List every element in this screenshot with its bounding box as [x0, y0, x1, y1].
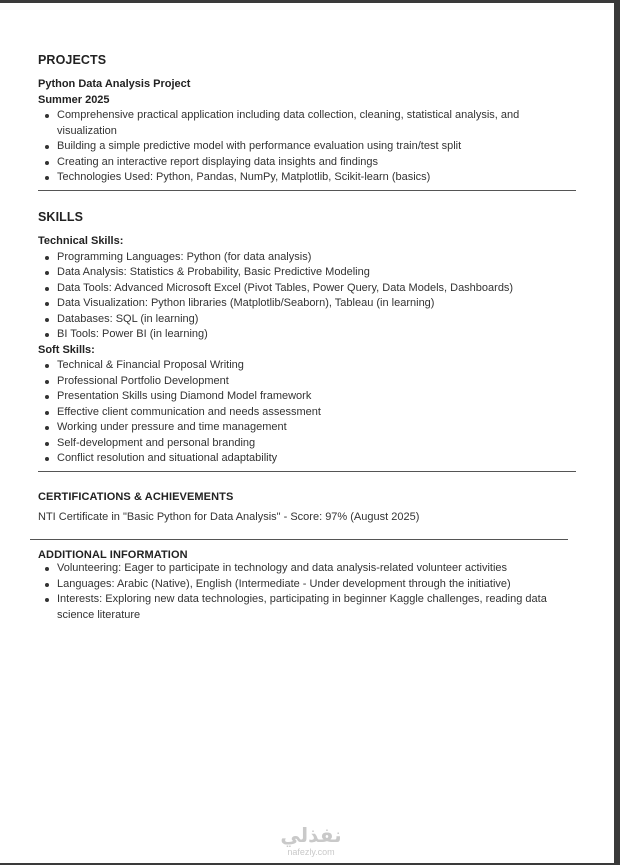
additional-heading: ADDITIONAL INFORMATION — [38, 549, 188, 561]
list-item: Technologies Used: Python, Pandas, NumPy, Matplotlib, Scikit-learn (basics) — [38, 170, 576, 186]
projects-heading: PROJECTS — [38, 53, 107, 67]
project-date: Summer 2025 — [38, 93, 110, 106]
list-item: Self-development and personal branding — [38, 436, 576, 452]
additional-list — [38, 561, 576, 623]
technical-skills-list — [38, 250, 576, 343]
watermark-arabic: نفذلي — [280, 823, 342, 847]
list-item: Volunteering: Eager to participate in technology and data analysis-related volunteer activities — [38, 561, 576, 577]
resume-page — [0, 3, 614, 863]
list-item: Professional Portfolio Development — [38, 374, 576, 390]
soft-skills-label: Soft Skills: — [38, 343, 95, 356]
list-item: Working under pressure and time management — [38, 420, 576, 436]
skills-section — [38, 210, 576, 467]
certifications-section — [38, 491, 576, 526]
list-item: Technical & Financial Proposal Writing — [38, 358, 576, 374]
project-title: Python Data Analysis Project — [38, 78, 191, 90]
list-item: Languages: Arabic (Native), English (Intermediate - Under development through the initiative) — [38, 577, 576, 593]
list-item: Building a simple predictive model with performance evaluation using train/test split — [38, 139, 576, 155]
skills-heading: SKILLS — [38, 210, 84, 224]
projects-section — [38, 53, 576, 186]
nafezly-watermark — [266, 823, 356, 865]
project-bullets — [38, 108, 576, 186]
technical-skills-label: Technical Skills: — [38, 235, 124, 247]
section-divider — [38, 190, 576, 191]
additional-section — [38, 549, 576, 623]
list-item: BI Tools: Power BI (in learning) — [38, 327, 576, 343]
list-item: Data Analysis: Statistics & Probability, Basic Predictive Modeling — [38, 265, 576, 281]
list-item: Effective client communication and needs assessment — [38, 405, 576, 421]
list-item: Presentation Skills using Diamond Model framework — [38, 389, 576, 405]
list-item: Databases: SQL (in learning) — [38, 312, 576, 328]
list-item: Programming Languages: Python (for data analysis) — [38, 250, 576, 266]
list-item: Comprehensive practical application including data collection, cleaning, statistical analysis, and visualization — [38, 108, 576, 139]
watermark-latin: nafezly.com — [287, 847, 335, 857]
list-item: Conflict resolution and situational adaptability — [38, 451, 576, 467]
certifications-heading: CERTIFICATIONS & ACHIEVEMENTS — [38, 491, 234, 503]
list-item: Interests: Exploring new data technologies, participating in beginner Kaggle challenges, reading data science literature — [38, 592, 576, 623]
list-item: Data Visualization: Python libraries (Matplotlib/Seaborn), Tableau (in learning) — [38, 296, 576, 312]
section-divider — [38, 471, 576, 472]
certification-text: NTI Certificate in "Basic Python for Data Analysis" - Score: 97% (August 2025) — [38, 511, 420, 523]
section-divider — [30, 539, 568, 540]
list-item: Data Tools: Advanced Microsoft Excel (Pivot Tables, Power Query, Data Models, Dashboards) — [38, 281, 576, 297]
soft-skills-list — [38, 358, 576, 467]
list-item: Creating an interactive report displaying data insights and findings — [38, 155, 576, 171]
